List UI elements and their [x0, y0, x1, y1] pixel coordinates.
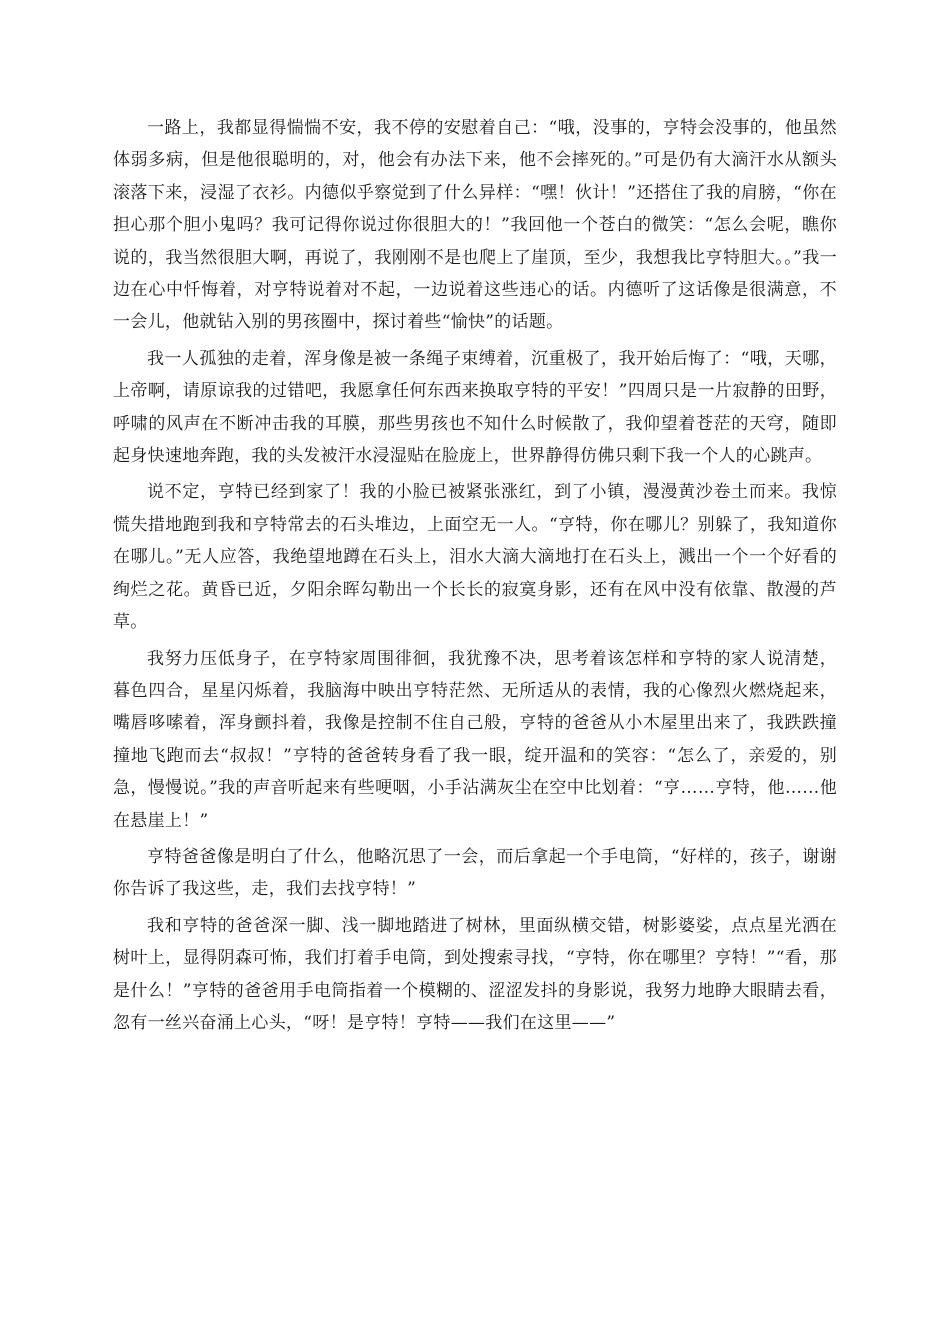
- paragraph-1: 一路上，我都显得惴惴不安，我不停的安慰着自己：“哦，没事的，亨特会没事的，他虽然体弱多病，但是他很聪明的，对，他会有办法下来，他不会摔死的。”可是仍有大滴汗水从额头滚落下来，浸湿了衣衫。内德似乎察觉到了什么异样：“嘿！伙计！”还搭住了我的肩膀，“你在担心那个胆小鬼吗？我可记得你说过你很胆大的！”我回他一个苍白的微笑：“怎么会呢，瞧你说的，我当然很胆大啊，再说了，我刚刚不是也爬上了崖顶，至少，我想我比亨特胆大。。”我一边在心中忏悔着，对亨特说着对不起，一边说着这些违心的话。内德听了这话像是很满意，不一会儿，他就钻入别的男孩圈中，探讨着些“愉快”的话题。: [113, 118, 837, 333]
- document-body: [113, 112, 837, 1039]
- paragraph-2: 我一人孤独的走着，浑身像是被一条绳子束缚着，沉重极了，我开始后悔了：“哦，天哪，上帝啊，请原谅我的过错吧，我愿拿任何东西来换取亨特的平安！”四周只是一片寂静的田野，呼啸的风声在不断冲击我的耳膜，那些男孩也不知什么时候散了，我仰望着苍茫的天穹，随即起身快速地奔跑，我的头发被汗水浸湿贴在脸庞上，世界静得仿佛只剩下我一个人的心跳声。: [113, 348, 837, 467]
- paragraph-5: 亨特爸爸像是明白了什么，他略沉思了一会，而后拿起一个手电筒，“好样的，孩子，谢谢你告诉了我这些，走，我们去找亨特！”: [113, 846, 837, 900]
- paragraph-4: 我努力压低身子，在亨特家周围徘徊，我犹豫不决，思考着该怎样和亨特的家人说清楚，暮色四合，星星闪烁着，我脑海中映出亨特茫然、无所适从的表情，我的心像烈火燃烧起来，嘴唇哆嗦着，浑身颤抖着，我像是控制不住自己般，亨特的爸爸从小木屋里出来了，我跌跌撞撞地飞跑而去“叔叔！”亨特的爸爸转身看了我一眼，绽开温和的笑容：“怎么了，亲爱的，别急，慢慢说。”我的声音听起来有些哽咽，小手沾满灰尘在空中比划着：“亨……亨特，他……他在悬崖上！”: [113, 648, 837, 831]
- paragraph-3: 说不定，亨特已经到家了！我的小脸已被紧张涨红，到了小镇，漫漫黄沙卷土而来。我惊慌失措地跑到我和亨特常去的石头堆边，上面空无一人。“亨特，你在哪儿？别躲了，我知道你在哪儿。”无人应答，我绝望地蹲在石头上，泪水大滴大滴地打在石头上，溅出一个一个好看的绚烂之花。黄昏已近，夕阳余晖勾勒出一个长长的寂寞身影，还有在风中没有依靠、散漫的芦草。: [113, 482, 837, 633]
- paragraph-6: 我和亨特的爸爸深一脚、浅一脚地踏进了树林，里面纵横交错，树影婆娑，点点星光洒在树叶上，显得阴森可怖，我们打着手电筒，到处搜索寻找，“亨特，你在哪里？亨特！”“看，那是什么！”亨特的爸爸用手电筒指着一个模糊的、涩涩发抖的身影说，我努力地睁大眼睛去看，忽有一丝兴奋涌上心头，“呀！是亨特！亨特——我们在这里——”: [113, 915, 837, 1033]
